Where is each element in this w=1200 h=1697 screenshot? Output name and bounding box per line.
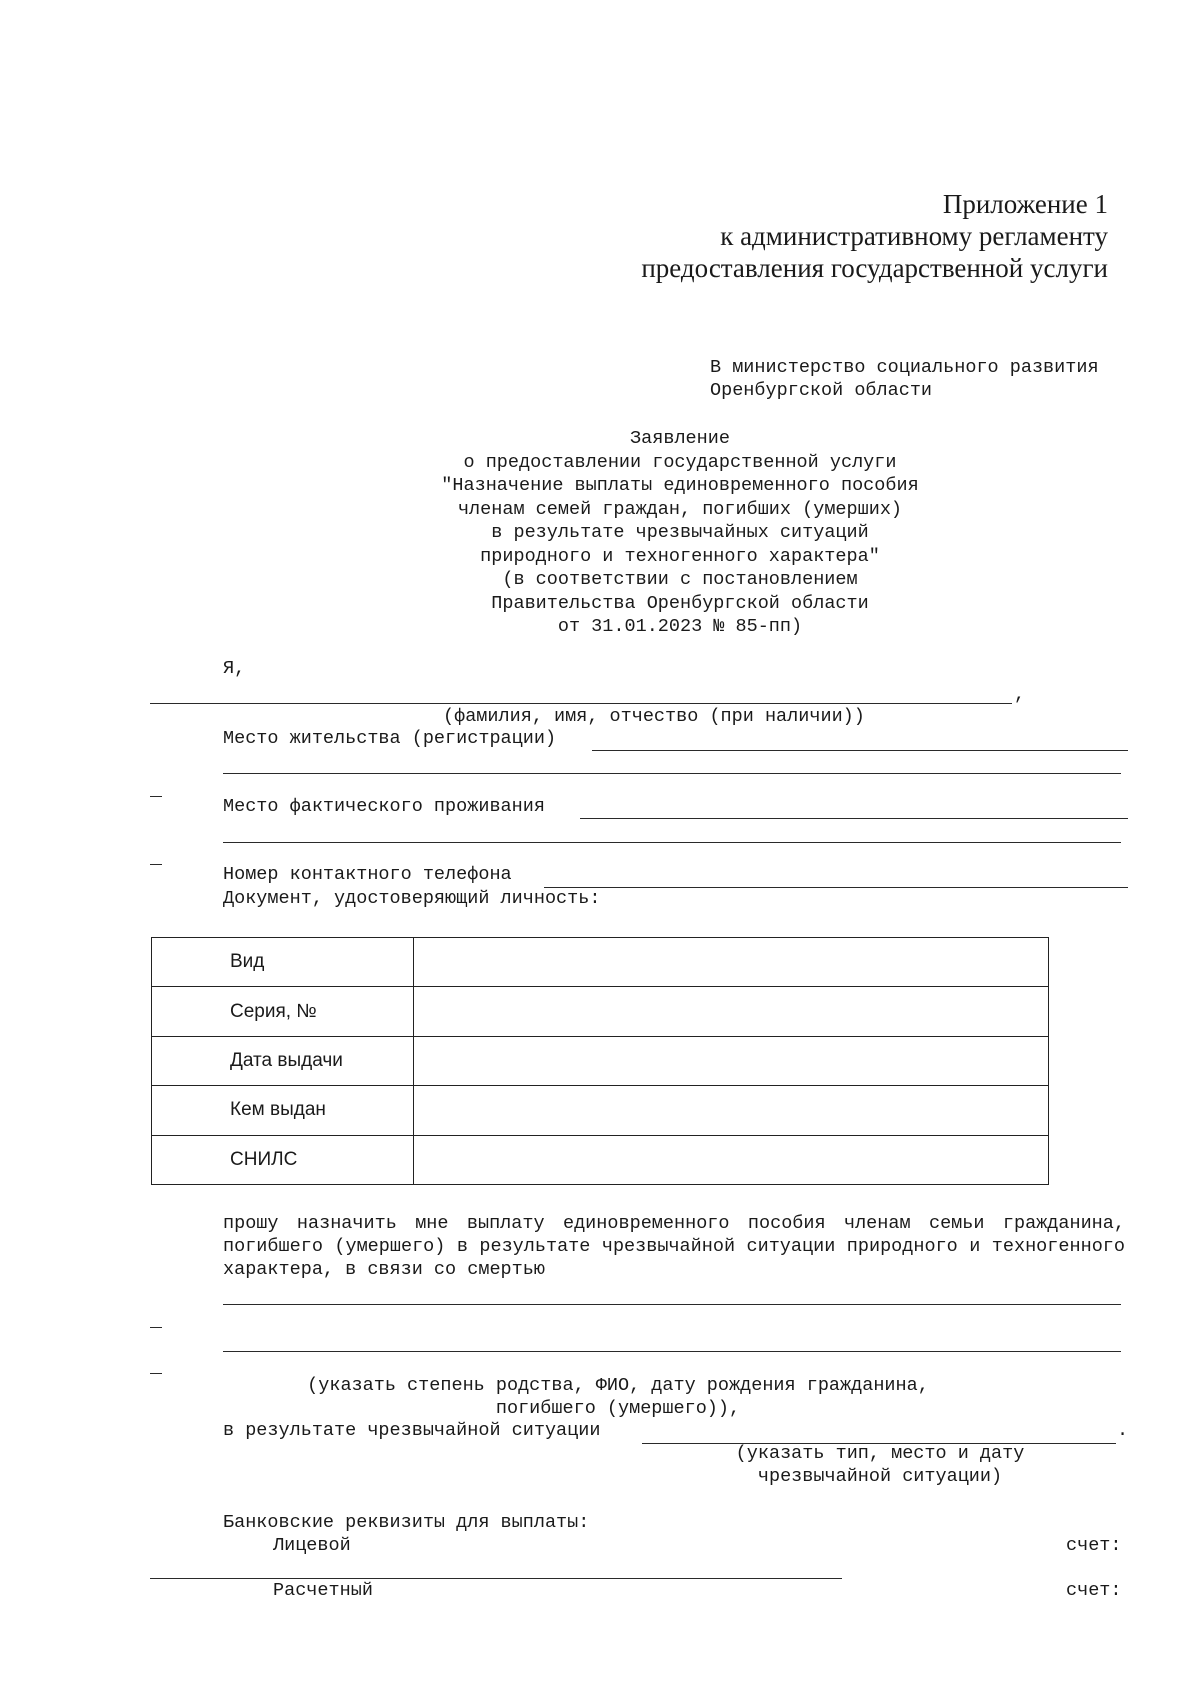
title-line: Правительства Оренбургской области bbox=[491, 592, 869, 614]
title-line: (в соответствии с постановлением bbox=[502, 569, 858, 590]
personal-account-label: Лицевой bbox=[273, 1535, 351, 1556]
row-value-cell[interactable] bbox=[414, 1086, 1049, 1135]
relation-hint-line-2: погибшего (умершего)), bbox=[495, 1398, 741, 1419]
fio-hint: (фамилия, имя, отчество (при наличии)) bbox=[443, 706, 865, 727]
deceased-line[interactable] bbox=[223, 1304, 1121, 1305]
title-line: "Назначение выплаты единовременного пособия bbox=[441, 475, 919, 496]
id-document-table bbox=[151, 937, 1049, 1185]
bank-details-label: Банковские реквизиты для выплаты: bbox=[223, 1512, 590, 1533]
fio-comma: , bbox=[1014, 684, 1026, 705]
personal-account-line[interactable] bbox=[150, 1578, 842, 1579]
type-hint-line-2: чрезвычайной ситуации) bbox=[757, 1466, 1003, 1487]
margin-dash bbox=[150, 1327, 162, 1328]
actual-residence-line[interactable] bbox=[580, 818, 1128, 819]
recipient-block bbox=[710, 356, 1099, 402]
deceased-line-2[interactable] bbox=[223, 1351, 1121, 1352]
recipient-line-1: В министерство социального развития bbox=[710, 357, 1099, 378]
residence-line-2[interactable] bbox=[223, 773, 1121, 774]
type-hint-line-1: (указать тип, место и дату bbox=[735, 1443, 1025, 1464]
row-label: Вид bbox=[152, 938, 414, 987]
application-title bbox=[370, 427, 990, 639]
margin-dash bbox=[150, 796, 162, 797]
fio-line[interactable] bbox=[150, 703, 1012, 704]
phone-line[interactable] bbox=[544, 887, 1128, 888]
residence-label: Место жительства (регистрации) bbox=[223, 728, 557, 749]
row-label: Дата выдачи bbox=[152, 1036, 414, 1085]
residence-line[interactable] bbox=[592, 750, 1128, 751]
settlement-account-word: счет: bbox=[1066, 1580, 1122, 1601]
row-label: Кем выдан bbox=[152, 1086, 414, 1135]
phone-label: Номер контактного телефона bbox=[223, 864, 512, 885]
row-label: СНИЛС bbox=[152, 1135, 414, 1184]
table-row bbox=[152, 1086, 1049, 1135]
margin-dash bbox=[150, 864, 162, 865]
actual-residence-label: Место фактического проживания bbox=[223, 796, 545, 817]
appendix-line-1: Приложение 1 bbox=[942, 189, 1108, 219]
table-row bbox=[152, 987, 1049, 1036]
settlement-account-label: Расчетный bbox=[273, 1580, 373, 1601]
row-value-cell[interactable] bbox=[414, 938, 1049, 987]
appendix-line-2: к административному регламенту bbox=[720, 221, 1108, 251]
emergency-label: в результате чрезвычайной ситуации bbox=[223, 1420, 601, 1441]
request-paragraph: прошу назначить мне выплату единовременного пособия членам семьи гражданина, погибшего (умершего) в результате чрезвычайной ситуации природного и техногенного характера, в связи со смертью bbox=[223, 1213, 1125, 1280]
row-value-cell[interactable] bbox=[414, 1036, 1049, 1085]
relation-hint bbox=[223, 1374, 1013, 1420]
personal-account-word: счет: bbox=[1066, 1535, 1122, 1556]
row-label: Серия, № bbox=[152, 987, 414, 1036]
row-value-cell[interactable] bbox=[414, 987, 1049, 1036]
title-line: Заявление bbox=[630, 428, 730, 449]
appendix-header bbox=[641, 188, 1108, 284]
actual-residence-line-2[interactable] bbox=[223, 842, 1121, 843]
table-row bbox=[152, 1135, 1049, 1184]
title-line: о предоставлении государственной услуги bbox=[463, 451, 897, 473]
margin-dash bbox=[150, 1373, 162, 1374]
recipient-line-2: Оренбургской области bbox=[710, 380, 933, 401]
title-line: от 31.01.2023 № 85-пп) bbox=[557, 616, 803, 637]
title-line: в результате чрезвычайных ситуаций bbox=[491, 522, 869, 543]
title-line: членам семей граждан, погибших (умерших) bbox=[457, 498, 903, 520]
appendix-line-3: предоставления государственной услуги bbox=[641, 253, 1108, 283]
ya-label: Я, bbox=[223, 658, 246, 679]
table-row bbox=[152, 1036, 1049, 1085]
emergency-period: . bbox=[1117, 1420, 1129, 1441]
relation-hint-line-1: (указать степень родства, ФИО, дату рождения гражданина, bbox=[307, 1375, 929, 1396]
emergency-type-hint bbox=[680, 1442, 1080, 1488]
table-row bbox=[152, 938, 1049, 987]
title-line: природного и техногенного характера" bbox=[480, 545, 880, 567]
row-value-cell[interactable] bbox=[414, 1135, 1049, 1184]
id-doc-label: Документ, удостоверяющий личность: bbox=[223, 888, 601, 909]
